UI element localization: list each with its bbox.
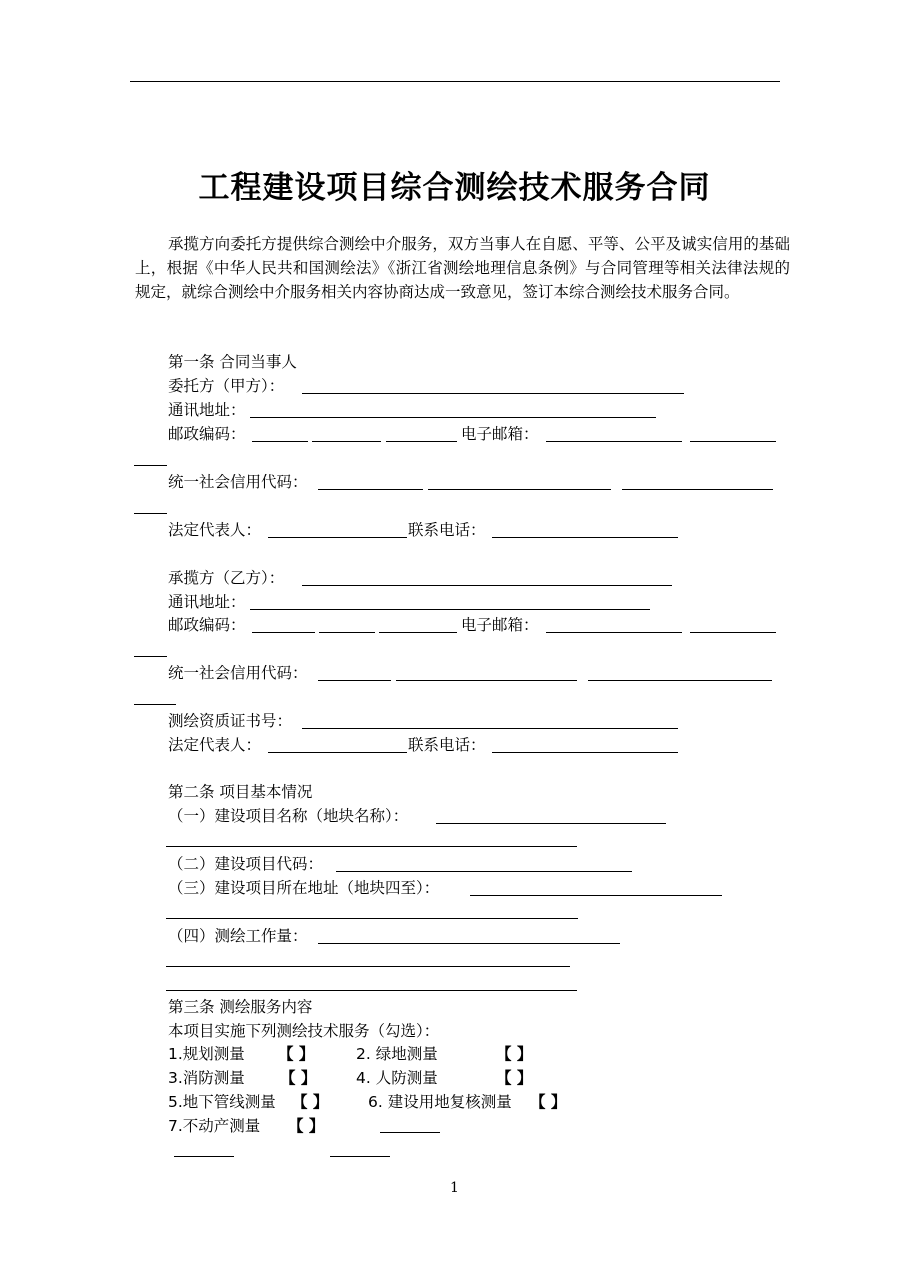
service-4-label: 4. 人防测量 bbox=[356, 1069, 438, 1087]
document-title: 工程建设项目综合测绘技术服务合同 bbox=[198, 170, 711, 206]
intro-paragraph: 承揽方向委托方提供综合测绘中介服务，双方当事人在自愿、平等、公平及诚实信用的基础上，根据《中华人民共和国测绘法》《浙江省测绘地理信息条例》与合同管理等相关法律法规的规定，就综合测绘中介服务相关内容协商达成一致意见，签订本综合测绘技术服务合同。 bbox=[135, 235, 790, 301]
party-a-rep-field[interactable] bbox=[268, 537, 407, 538]
party-a-postcode-field-2[interactable] bbox=[312, 441, 381, 442]
party-b-phone-label: 联系电话： bbox=[408, 736, 486, 754]
article1-heading: 第一条 合同当事人 bbox=[168, 353, 297, 371]
other-service-field-3[interactable] bbox=[330, 1156, 390, 1157]
project-name-field-2[interactable] bbox=[166, 846, 577, 847]
party-b-address-field[interactable] bbox=[250, 609, 650, 610]
party-a-credit-label: 统一社会信用代码： bbox=[168, 473, 308, 491]
project-address-field-2[interactable] bbox=[166, 918, 578, 919]
service-6-label: 6. 建设用地复核测量 bbox=[368, 1093, 512, 1111]
other-service-field[interactable] bbox=[380, 1132, 440, 1133]
service-4-checkbox[interactable]: 【 】 bbox=[496, 1069, 533, 1087]
party-a-credit-field-3[interactable] bbox=[622, 489, 773, 490]
party-b-postcode-field-3[interactable] bbox=[379, 632, 457, 633]
party-a-name-field[interactable] bbox=[302, 393, 684, 394]
party-b-name-label: 承揽方（乙方）： bbox=[168, 569, 285, 587]
service-5-checkbox[interactable]: 【 】 bbox=[292, 1093, 329, 1111]
service-3-label: 3.消防测量 bbox=[168, 1069, 245, 1087]
party-a-credit-field-4[interactable] bbox=[134, 513, 167, 514]
party-a-address-label: 通讯地址： bbox=[168, 401, 246, 419]
project-code-label: （二）建设项目代码： bbox=[168, 855, 324, 873]
party-b-cert-field[interactable] bbox=[302, 728, 678, 729]
party-a-postcode-field-3[interactable] bbox=[386, 441, 457, 442]
party-b-credit-field-2[interactable] bbox=[396, 680, 577, 681]
party-a-postcode-field[interactable] bbox=[252, 441, 308, 442]
party-b-rep-field[interactable] bbox=[268, 752, 407, 753]
service-instruction: 本项目实施下列测绘技术服务（勾选）： bbox=[168, 1022, 440, 1040]
party-b-credit-label: 统一社会信用代码： bbox=[168, 664, 308, 682]
party-b-cert-label: 测绘资质证书号： bbox=[168, 712, 293, 730]
party-a-credit-field[interactable] bbox=[318, 489, 423, 490]
party-b-email-label: 电子邮箱： bbox=[461, 616, 539, 634]
project-address-label: （三）建设项目所在地址（地块四至）： bbox=[168, 879, 440, 897]
party-b-credit-field-4[interactable] bbox=[134, 704, 176, 705]
workload-field-3[interactable] bbox=[166, 990, 577, 991]
party-b-address-label: 通讯地址： bbox=[168, 593, 246, 611]
project-name-field[interactable] bbox=[436, 823, 666, 824]
party-a-phone-field[interactable] bbox=[492, 537, 678, 538]
workload-field-2[interactable] bbox=[166, 966, 570, 967]
party-a-phone-label: 联系电话： bbox=[408, 521, 486, 539]
workload-label: （四）测绘工作量： bbox=[168, 927, 308, 945]
party-b-postcode-field[interactable] bbox=[252, 632, 315, 633]
party-b-name-field[interactable] bbox=[302, 585, 672, 586]
service-7-checkbox[interactable]: 【 】 bbox=[288, 1117, 325, 1135]
party-b-email-field-2[interactable] bbox=[690, 632, 776, 633]
party-b-email-field[interactable] bbox=[546, 632, 682, 633]
party-a-credit-field-2[interactable] bbox=[428, 489, 611, 490]
party-b-credit-field[interactable] bbox=[318, 680, 391, 681]
workload-field[interactable] bbox=[318, 943, 620, 944]
service-3-checkbox[interactable]: 【 】 bbox=[280, 1069, 317, 1087]
party-a-email-field[interactable] bbox=[546, 441, 682, 442]
party-b-phone-field[interactable] bbox=[492, 752, 678, 753]
party-a-postcode-label: 邮政编码： bbox=[168, 425, 246, 443]
service-2-checkbox[interactable]: 【 】 bbox=[496, 1045, 533, 1063]
party-b-credit-field-3[interactable] bbox=[588, 680, 772, 681]
service-2-label: 2. 绿地测量 bbox=[356, 1045, 438, 1063]
article3-heading: 第三条 测绘服务内容 bbox=[168, 998, 313, 1016]
party-a-email-label: 电子邮箱： bbox=[461, 425, 539, 443]
party-a-name-label: 委托方（甲方）： bbox=[168, 377, 285, 395]
project-name-label: （一）建设项目名称（地块名称）： bbox=[168, 807, 409, 825]
party-a-email-field-3[interactable] bbox=[134, 465, 167, 466]
party-b-postcode-label: 邮政编码： bbox=[168, 616, 246, 634]
article2-heading: 第二条 项目基本情况 bbox=[168, 783, 313, 801]
party-a-email-field-2[interactable] bbox=[690, 441, 776, 442]
service-5-label: 5.地下管线测量 bbox=[168, 1093, 276, 1111]
service-6-checkbox[interactable]: 【 】 bbox=[530, 1093, 567, 1111]
service-1-label: 1.规划测量 bbox=[168, 1045, 245, 1063]
other-service-field-2[interactable] bbox=[174, 1156, 234, 1157]
service-7-label: 7.不动产测量 bbox=[168, 1117, 261, 1135]
header-rule bbox=[130, 81, 780, 82]
party-a-address-field[interactable] bbox=[250, 417, 656, 418]
party-b-postcode-field-2[interactable] bbox=[319, 632, 375, 633]
party-b-rep-label: 法定代表人： bbox=[168, 736, 262, 754]
page-number: 1 bbox=[450, 1180, 459, 1196]
party-b-email-field-3[interactable] bbox=[134, 656, 167, 657]
service-1-checkbox[interactable]: 【 】 bbox=[278, 1045, 315, 1063]
project-code-field[interactable] bbox=[336, 871, 632, 872]
party-a-rep-label: 法定代表人： bbox=[168, 521, 262, 539]
project-address-field[interactable] bbox=[470, 895, 722, 896]
